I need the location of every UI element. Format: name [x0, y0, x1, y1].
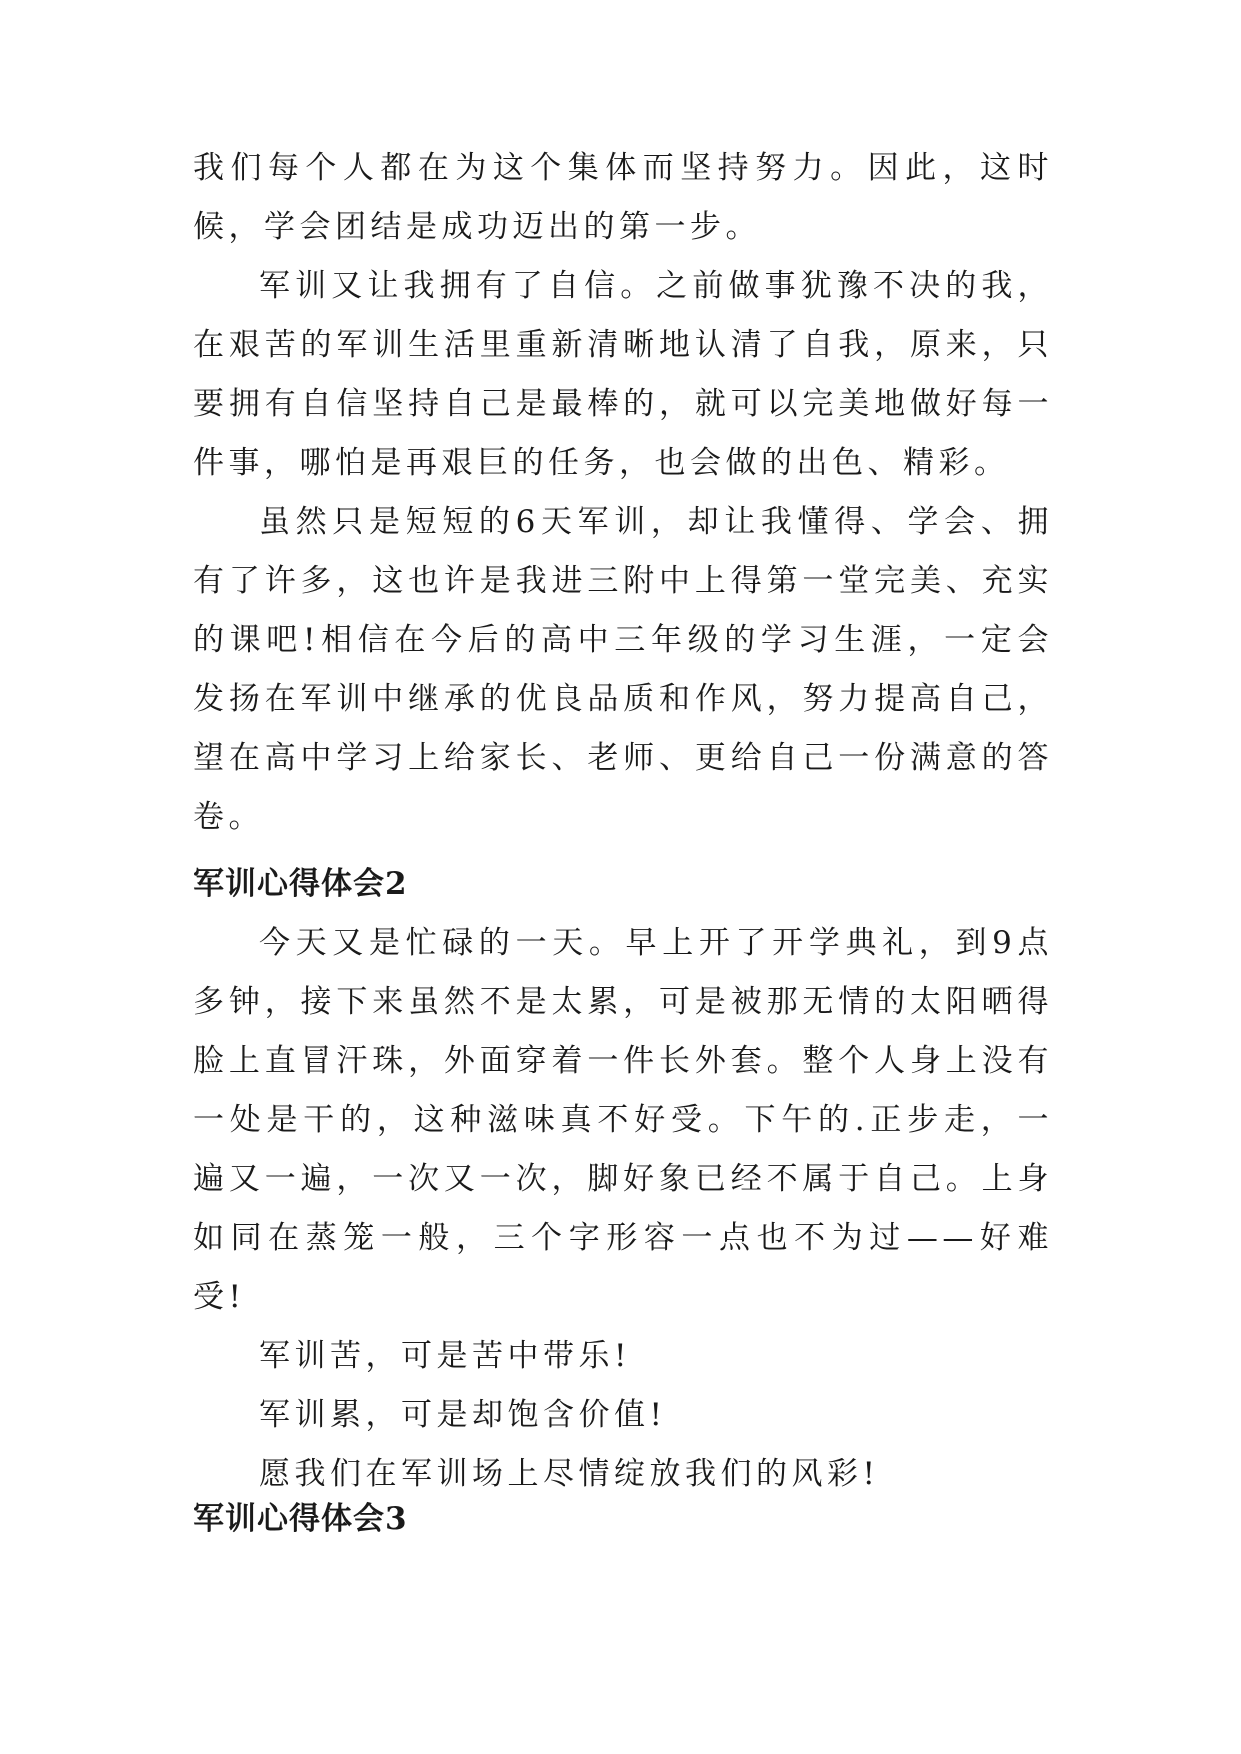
paragraph: 军训累，可是却饱含价值!: [259, 1397, 667, 1433]
section-3: [193, 1490, 1053, 1549]
section-1: [193, 139, 1053, 847]
paragraph: 虽然只是短短的6天军训，却让我懂得、学会、拥有了许多，这也许是我进三附中上得第一堂完美、充实的课吧!相信在今后的高中三年级的学习生涯，一定会发扬在军训中继承的优良品质和作风，努力提高自己，望在高中学习上给家长、老师、更给自己一份满意的答卷。: [193, 504, 1053, 835]
section-heading: 军训心得体会2: [193, 866, 408, 902]
paragraph: 军训又让我拥有了自信。之前做事犹豫不决的我，在艰苦的军训生活里重新清晰地认清了自我，原来，只要拥有自信坚持自己是最棒的，就可以完美地做好每一件事，哪怕是再艰巨的任务，也会做的出色、精彩。: [193, 268, 1053, 481]
section-2: [193, 855, 1053, 1504]
paragraph: 我们每个人都在为这个集体而坚持努力。因此，这时候，学会团结是成功迈出的第一步。: [193, 150, 1053, 245]
section-heading: 军训心得体会3: [193, 1501, 408, 1537]
paragraph: 愿我们在军训场上尽情绽放我们的风彩!: [259, 1456, 880, 1492]
paragraph: 今天又是忙碌的一天。早上开了开学典礼，到9点多钟，接下来虽然不是太累，可是被那无情的太阳晒得脸上直冒汗珠，外面穿着一件长外套。整个人身上没有一处是干的，这种滋味真不好受。下午的.正步走，一遍又一遍，一次又一次，脚好象已经不属于自己。上身如同在蒸笼一般，三个字形容一点也不为过——好难受!: [193, 925, 1053, 1315]
paragraph: 军训苦，可是苦中带乐!: [259, 1338, 631, 1374]
